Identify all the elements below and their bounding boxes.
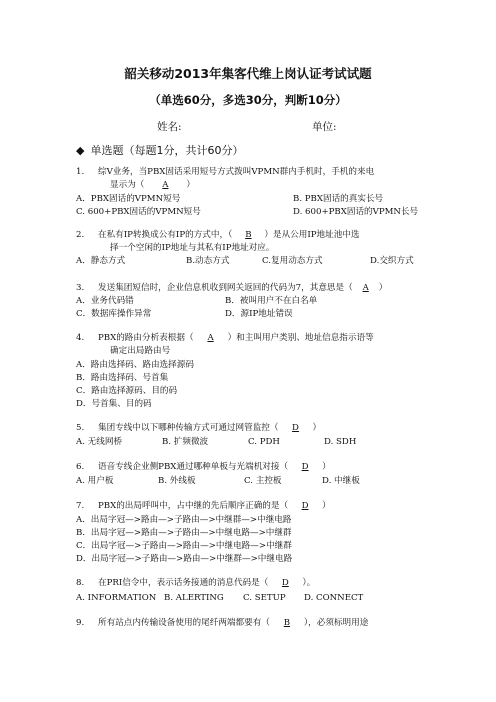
question-8 (76, 577, 436, 590)
question-7 (76, 500, 436, 513)
section-label: 单选题（每题1分，共计60分） (90, 144, 244, 157)
option-b: B. ALERTING (164, 593, 224, 603)
question-text-continued: 确定出局路由号 (110, 346, 171, 356)
option-b: B．路由选择码、号首集 (76, 373, 169, 383)
question-number: 4. (76, 333, 85, 343)
option-a: A．静态方式 (76, 256, 126, 266)
option-b: B.动态方式 (186, 256, 230, 266)
option-c: C. SETUP (243, 593, 286, 603)
question-text-end: ） (186, 180, 195, 190)
question-number: 7. (76, 501, 85, 511)
option-c: C. PDH (248, 437, 280, 447)
question-4 (76, 332, 436, 358)
option-b: B．被叫用户不在白名单 (225, 296, 318, 306)
answer-blank: A (162, 180, 169, 190)
question-text: 集团专线中以下哪种传输方式可通过网管监控（ (98, 423, 279, 433)
question-text-end: ） (378, 283, 388, 293)
question-text-end: ） (322, 501, 331, 511)
option-a: A．业务代码错 (76, 296, 134, 306)
option-a: A. 用户板 (76, 476, 114, 486)
option-b: B．出局字冠—>路由—>子路由—>中继电路—>中继群 (76, 528, 292, 538)
question-number: 2. (76, 230, 85, 240)
option-a: A. INFORMATION (76, 593, 157, 603)
question-text-end: ）。 (302, 578, 316, 588)
diamond-bullet-icon: ◆ (76, 144, 85, 157)
answer-blank: D (301, 462, 309, 472)
option-d: D. 600+PBX固话的VPMN长号 (293, 207, 419, 217)
option-d: D. SDH (324, 437, 357, 447)
exam-title: 韶关移动2013年集客代维上岗认证考试试题 (124, 66, 372, 81)
question-text: 综V业务，当PBX固话采用短号方式拨叫VPMN群内手机时，手机的来电 (98, 167, 375, 177)
question-text: 在PRI信令中，表示话务接通的消息代码是（ (98, 578, 269, 588)
unit-label: 单位: (312, 121, 337, 133)
question-6 (76, 461, 436, 474)
section-heading (76, 142, 243, 158)
answer-blank: B (245, 230, 252, 240)
question-number: 6. (76, 462, 85, 472)
answer-blank: D (281, 578, 289, 588)
option-d: D．出局字冠—>子路由—>路由—>中继群—>中继电路 (76, 554, 293, 564)
option-b: B. 外线板 (158, 476, 196, 486)
option-c: C. 600+PBX固话的VPMN短号 (76, 207, 201, 217)
question-text-end: ） (312, 423, 322, 433)
option-d: D. CONNECT (304, 593, 364, 603)
option-c: C. 主控板 (244, 476, 282, 486)
option-a: A．PBX固话的VPMN短号 (76, 194, 181, 204)
answer-blank: B (283, 618, 291, 628)
question-2 (76, 229, 436, 255)
question-number: 3. (76, 283, 85, 293)
question-1 (76, 166, 436, 192)
option-d: D. 中继板 (322, 476, 360, 486)
question-text-end: ）和主叫用户类别、地址信息指示语等 (227, 333, 374, 343)
option-c: C．出局字冠—>子路由—>路由—>中继电路—>中继群 (76, 541, 292, 551)
question-text: 所有站点内传输设备使用的尾纤两端都要有（ (98, 618, 270, 628)
question-number: 1. (76, 167, 85, 177)
answer-blank: D (301, 501, 309, 511)
option-d: D．源IP地址错误 (225, 309, 293, 319)
answer-blank: A (207, 333, 214, 343)
question-5 (76, 422, 436, 435)
question-number: 9. (76, 618, 85, 628)
answer-blank: A (362, 283, 369, 293)
option-b: B. 扩频微波 (162, 437, 209, 447)
option-d: D．号首集、目的码 (76, 399, 152, 409)
question-text-end: ） (322, 462, 331, 472)
answer-blank: D (292, 423, 299, 433)
question-number: 5. (76, 423, 85, 433)
option-c: C．数据库操作异常 (76, 309, 152, 319)
option-c: C.复用动态方式 (262, 256, 323, 266)
option-a: A．路由选择码、路由选择源码 (76, 360, 194, 370)
question-text: PBX的出局呼叫中，占中继的先后顺序正确的是（ (98, 501, 289, 511)
option-c: C．路由选择源码、目的码 (76, 386, 178, 396)
question-text-end: ）是从公用IP地址池中选 (264, 230, 360, 240)
question-text: 语音专线企业侧PBX通过哪种单板与光端机对接（ (98, 462, 289, 472)
option-d: D.交织方式 (370, 256, 414, 266)
question-text: 发送集团短信时，企业信息机收到网关返回的代码为7，其意思是（ (98, 283, 353, 293)
option-a: A. 无线网桥 (76, 437, 123, 447)
name-label: 姓名: (157, 121, 182, 133)
question-text: 在私有IP转换成公有IP的方式中，（ (98, 230, 233, 240)
option-b: B. PBX固话的真实长号 (293, 194, 384, 204)
question-text: PBX的路由分析表根据（ (98, 333, 194, 343)
question-text-continued: 择一个空闲的IP地址与其私有IP地址对应。 (110, 243, 275, 253)
question-text-end: ），必须标明用途 (303, 618, 369, 628)
question-9 (76, 617, 436, 630)
question-text-continued: 显示为（ (110, 180, 145, 190)
question-3 (76, 282, 436, 295)
question-number: 8. (76, 578, 85, 588)
exam-score-breakdown: （单选60分，多选30分，判断10分） (149, 93, 347, 107)
option-a: A．出局字冠—>路由—>子路由—>中继群—>中继电路 (76, 515, 292, 525)
